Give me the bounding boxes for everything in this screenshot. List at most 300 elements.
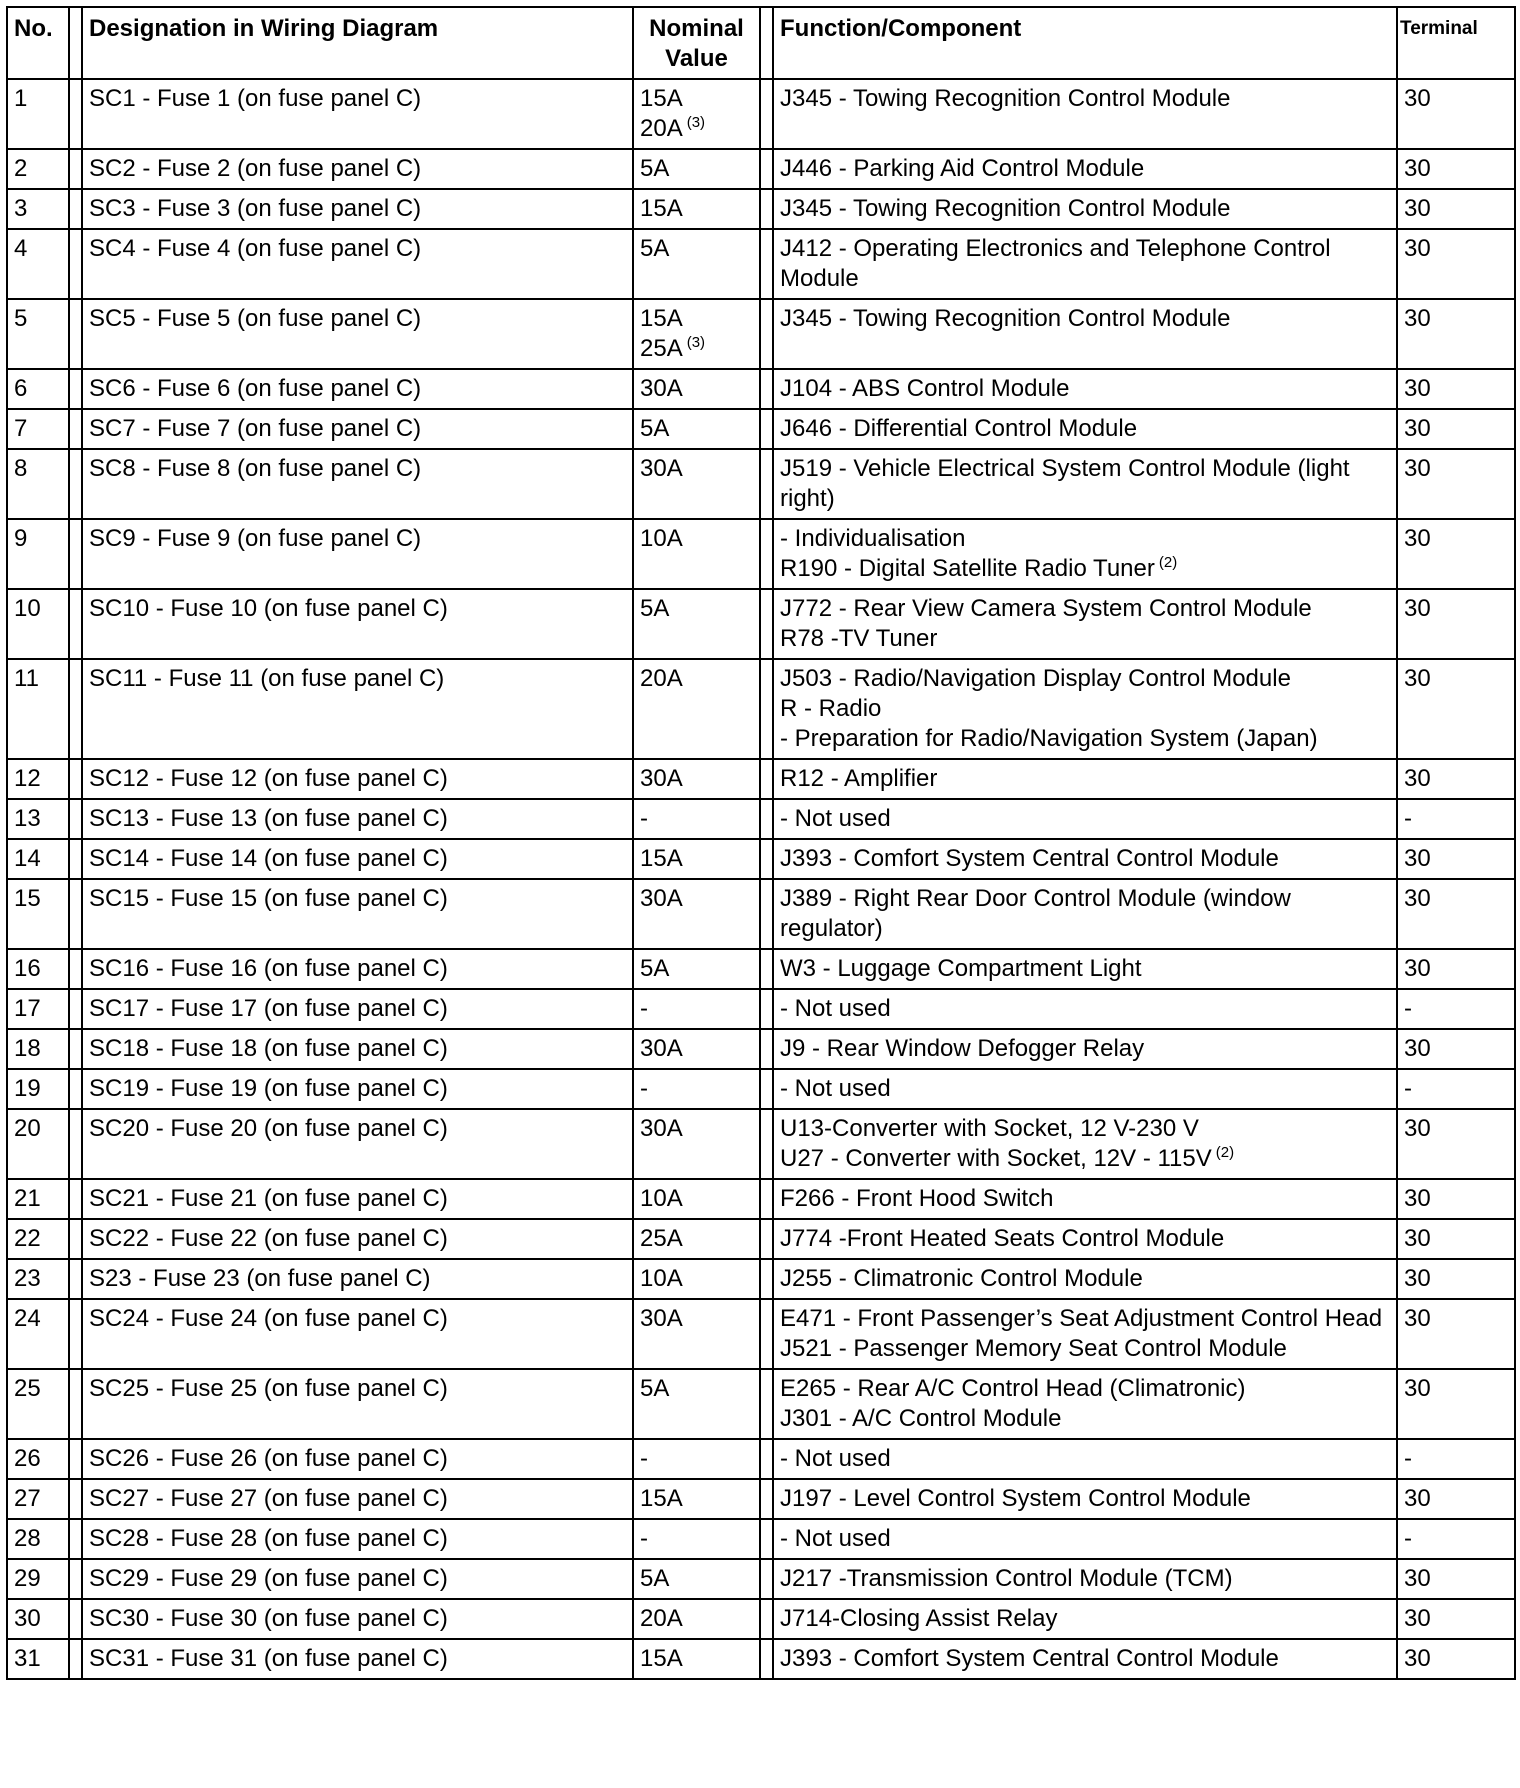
function-cell — [773, 409, 1397, 449]
terminal-cell: 30 — [1397, 949, 1515, 989]
function-cell — [773, 149, 1397, 189]
function-line — [780, 1374, 1390, 1404]
function-cell — [773, 879, 1397, 949]
row-gap — [760, 149, 773, 189]
row-gap — [69, 949, 82, 989]
footnote-marker: (3) — [686, 114, 706, 131]
nominal-value-cell — [633, 1109, 760, 1179]
function-line — [780, 1184, 1390, 1214]
nominal-value-line-text: 30A — [640, 885, 683, 912]
nominal-value-line — [640, 954, 753, 984]
function-line — [780, 1074, 1390, 1104]
row-gap — [69, 799, 82, 839]
terminal-cell: - — [1397, 1519, 1515, 1559]
designation-cell: SC7 - Fuse 7 (on fuse panel C) — [82, 409, 633, 449]
function-cell — [773, 1219, 1397, 1259]
function-line-text: J774 -Front Heated Seats Control Module — [780, 1225, 1225, 1252]
terminal-cell: 30 — [1397, 1369, 1515, 1439]
function-line — [780, 1224, 1390, 1254]
nominal-value-line — [640, 334, 753, 364]
function-line-text: J714-Closing Assist Relay — [780, 1605, 1058, 1632]
function-line — [780, 1644, 1390, 1674]
designation-cell: SC1 - Fuse 1 (on fuse panel C) — [82, 79, 633, 149]
table-row — [7, 759, 1515, 799]
function-line-text: E471 - Front Passenger’s Seat Adjustment Control Head — [780, 1305, 1383, 1332]
table-row — [7, 1369, 1515, 1439]
designation-cell: SC4 - Fuse 4 (on fuse panel C) — [82, 229, 633, 299]
function-cell — [773, 449, 1397, 519]
nominal-value-line-text: 25A — [640, 1225, 683, 1252]
designation-cell: SC14 - Fuse 14 (on fuse panel C) — [82, 839, 633, 879]
row-gap — [760, 1069, 773, 1109]
terminal-cell: 30 — [1397, 659, 1515, 759]
nominal-value-line — [640, 84, 753, 114]
function-line-text: R12 - Amplifier — [780, 765, 938, 792]
nominal-value-cell — [633, 1029, 760, 1069]
nominal-value-line-text: 20A — [640, 665, 683, 692]
row-gap — [760, 1179, 773, 1219]
nominal-value-cell — [633, 1369, 760, 1439]
terminal-cell: 30 — [1397, 149, 1515, 189]
row-number: 22 — [7, 1219, 69, 1259]
nominal-value-cell — [633, 1479, 760, 1519]
nominal-value-cell — [633, 1599, 760, 1639]
function-line-text: J345 - Towing Recognition Control Module — [780, 305, 1231, 332]
function-cell — [773, 989, 1397, 1029]
row-number: 18 — [7, 1029, 69, 1069]
function-line-text: J519 - Vehicle Electrical System Control Module (light right) — [780, 455, 1350, 512]
terminal-cell: 30 — [1397, 589, 1515, 659]
designation-cell: SC18 - Fuse 18 (on fuse panel C) — [82, 1029, 633, 1069]
row-gap — [760, 799, 773, 839]
terminal-cell: - — [1397, 799, 1515, 839]
function-line — [780, 1444, 1390, 1474]
nominal-value-line-text: 5A — [640, 595, 670, 622]
row-gap — [760, 1479, 773, 1519]
fuse-table — [6, 6, 1516, 1680]
nominal-value-line-text: 10A — [640, 1265, 683, 1292]
table-body — [7, 79, 1515, 1679]
row-number: 28 — [7, 1519, 69, 1559]
function-line — [780, 954, 1390, 984]
function-cell — [773, 1599, 1397, 1639]
function-line — [780, 304, 1390, 334]
function-line — [780, 374, 1390, 404]
row-number: 31 — [7, 1639, 69, 1679]
table-row — [7, 1179, 1515, 1219]
nominal-value-line — [640, 304, 753, 334]
designation-cell: SC21 - Fuse 21 (on fuse panel C) — [82, 1179, 633, 1219]
function-line — [780, 594, 1390, 624]
header-no: No. — [7, 7, 69, 79]
designation-cell: SC12 - Fuse 12 (on fuse panel C) — [82, 759, 633, 799]
table-row — [7, 1109, 1515, 1179]
nominal-value-line-text: 30A — [640, 1035, 683, 1062]
function-line-text: - Not used — [780, 995, 891, 1022]
header-designation: Designation in Wiring Diagram — [82, 7, 633, 79]
row-gap — [760, 949, 773, 989]
row-gap — [69, 839, 82, 879]
function-cell — [773, 79, 1397, 149]
nominal-value-line — [640, 1224, 753, 1254]
footnote-marker: (2) — [1158, 554, 1178, 571]
row-number: 8 — [7, 449, 69, 519]
function-cell — [773, 949, 1397, 989]
terminal-cell: - — [1397, 1069, 1515, 1109]
function-line-text: R78 -TV Tuner — [780, 625, 938, 652]
function-line — [780, 1564, 1390, 1594]
row-gap — [760, 1559, 773, 1599]
function-cell — [773, 1179, 1397, 1219]
row-gap — [69, 659, 82, 759]
function-line-text: J9 - Rear Window Defogger Relay — [780, 1035, 1145, 1062]
table-row — [7, 659, 1515, 759]
nominal-value-line-text: 10A — [640, 1185, 683, 1212]
nominal-value-line — [640, 454, 753, 484]
function-line — [780, 194, 1390, 224]
function-line — [780, 154, 1390, 184]
function-cell — [773, 799, 1397, 839]
row-gap — [69, 299, 82, 369]
function-cell — [773, 1639, 1397, 1679]
designation-cell: SC28 - Fuse 28 (on fuse panel C) — [82, 1519, 633, 1559]
row-gap — [760, 299, 773, 369]
function-line — [780, 414, 1390, 444]
designation-cell: SC9 - Fuse 9 (on fuse panel C) — [82, 519, 633, 589]
function-line-text: J197 - Level Control System Control Module — [780, 1485, 1251, 1512]
function-line-text: J301 - A/C Control Module — [780, 1405, 1062, 1432]
header-function: Function/Component — [773, 7, 1397, 79]
nominal-value-cell — [633, 299, 760, 369]
function-line-text: J521 - Passenger Memory Seat Control Module — [780, 1335, 1287, 1362]
row-number: 1 — [7, 79, 69, 149]
row-number: 23 — [7, 1259, 69, 1299]
nominal-value-cell — [633, 1519, 760, 1559]
function-line — [780, 994, 1390, 1024]
row-gap — [69, 1599, 82, 1639]
row-gap — [69, 369, 82, 409]
function-line-text: J393 - Comfort System Central Control Module — [780, 1645, 1279, 1672]
row-gap — [69, 1029, 82, 1069]
row-gap — [69, 1219, 82, 1259]
function-line-text: - Individualisation — [780, 525, 966, 552]
table-row — [7, 1069, 1515, 1109]
nominal-value-cell — [633, 229, 760, 299]
function-line-text: - Not used — [780, 805, 891, 832]
table-row — [7, 1259, 1515, 1299]
row-number: 5 — [7, 299, 69, 369]
row-number: 14 — [7, 839, 69, 879]
row-number: 9 — [7, 519, 69, 589]
row-number: 30 — [7, 1599, 69, 1639]
function-line-text: J255 - Climatronic Control Module — [780, 1265, 1143, 1292]
row-gap — [760, 989, 773, 1029]
row-gap — [760, 1639, 773, 1679]
function-line — [780, 554, 1390, 584]
function-line-text: J503 - Radio/Navigation Display Control Module — [780, 665, 1291, 692]
table-row — [7, 1519, 1515, 1559]
row-number: 6 — [7, 369, 69, 409]
row-gap — [69, 79, 82, 149]
row-gap — [69, 759, 82, 799]
table-row — [7, 409, 1515, 449]
table-row — [7, 1479, 1515, 1519]
table-row — [7, 449, 1515, 519]
function-line — [780, 804, 1390, 834]
function-cell — [773, 1109, 1397, 1179]
nominal-value-line — [640, 524, 753, 554]
terminal-cell: 30 — [1397, 839, 1515, 879]
function-line-text: F266 - Front Hood Switch — [780, 1185, 1054, 1212]
designation-cell: SC11 - Fuse 11 (on fuse panel C) — [82, 659, 633, 759]
function-cell — [773, 1439, 1397, 1479]
row-number: 29 — [7, 1559, 69, 1599]
function-cell — [773, 589, 1397, 659]
row-gap — [760, 1219, 773, 1259]
nominal-value-cell — [633, 79, 760, 149]
nominal-value-line — [640, 1304, 753, 1334]
nominal-value-line-text: - — [640, 995, 648, 1022]
function-line-text: J772 - Rear View Camera System Control Module — [780, 595, 1312, 622]
terminal-cell: 30 — [1397, 1219, 1515, 1259]
function-cell — [773, 189, 1397, 229]
nominal-value-line-text: 15A — [640, 1485, 683, 1512]
nominal-value-cell — [633, 1299, 760, 1369]
function-cell — [773, 1259, 1397, 1299]
nominal-value-cell — [633, 879, 760, 949]
function-cell — [773, 759, 1397, 799]
row-number: 13 — [7, 799, 69, 839]
function-cell — [773, 369, 1397, 409]
designation-cell: SC30 - Fuse 30 (on fuse panel C) — [82, 1599, 633, 1639]
function-line-text: J446 - Parking Aid Control Module — [780, 155, 1145, 182]
nominal-value-line — [640, 1114, 753, 1144]
nominal-value-line-text: 15A — [640, 305, 683, 332]
terminal-cell: 30 — [1397, 759, 1515, 799]
row-gap — [69, 519, 82, 589]
terminal-cell: 30 — [1397, 1299, 1515, 1369]
nominal-value-line — [640, 1524, 753, 1554]
table-row — [7, 229, 1515, 299]
row-number: 20 — [7, 1109, 69, 1179]
row-gap — [760, 229, 773, 299]
nominal-value-line-text: - — [640, 1075, 648, 1102]
nominal-value-line-text: 30A — [640, 375, 683, 402]
nominal-value-line — [640, 844, 753, 874]
terminal-cell: 30 — [1397, 1029, 1515, 1069]
nominal-value-line — [640, 374, 753, 404]
header-gap — [760, 7, 773, 79]
table-row — [7, 799, 1515, 839]
terminal-cell: 30 — [1397, 1639, 1515, 1679]
function-line — [780, 1264, 1390, 1294]
nominal-value-cell — [633, 1179, 760, 1219]
designation-cell: SC2 - Fuse 2 (on fuse panel C) — [82, 149, 633, 189]
terminal-cell: 30 — [1397, 369, 1515, 409]
function-line — [780, 664, 1390, 694]
nominal-value-line-text: - — [640, 805, 648, 832]
designation-cell: SC13 - Fuse 13 (on fuse panel C) — [82, 799, 633, 839]
designation-cell: SC20 - Fuse 20 (on fuse panel C) — [82, 1109, 633, 1179]
nominal-value-line — [640, 1644, 753, 1674]
footnote-marker: (2) — [1215, 1144, 1235, 1161]
header-row — [7, 7, 1515, 79]
nominal-value-line — [640, 1074, 753, 1104]
function-line-text: - Not used — [780, 1445, 891, 1472]
nominal-value-line-text: 30A — [640, 1115, 683, 1142]
row-gap — [69, 1259, 82, 1299]
row-gap — [69, 229, 82, 299]
function-line-text: J345 - Towing Recognition Control Module — [780, 195, 1231, 222]
nominal-value-line — [640, 1184, 753, 1214]
terminal-cell: - — [1397, 989, 1515, 1029]
nominal-value-cell — [633, 659, 760, 759]
function-line-text: J345 - Towing Recognition Control Module — [780, 85, 1231, 112]
function-cell — [773, 839, 1397, 879]
nominal-value-cell — [633, 149, 760, 189]
designation-cell: SC17 - Fuse 17 (on fuse panel C) — [82, 989, 633, 1029]
nominal-value-line-text: 25A — [640, 335, 683, 362]
row-gap — [760, 79, 773, 149]
table-row — [7, 189, 1515, 229]
table-row — [7, 1439, 1515, 1479]
nominal-value-line — [640, 764, 753, 794]
row-gap — [69, 1369, 82, 1439]
row-gap — [69, 149, 82, 189]
row-gap — [760, 519, 773, 589]
nominal-value-line — [640, 114, 753, 144]
row-number: 25 — [7, 1369, 69, 1439]
function-line — [780, 1034, 1390, 1064]
nominal-value-line — [640, 994, 753, 1024]
designation-cell: SC19 - Fuse 19 (on fuse panel C) — [82, 1069, 633, 1109]
row-gap — [760, 1259, 773, 1299]
row-number: 27 — [7, 1479, 69, 1519]
table-row — [7, 1639, 1515, 1679]
function-line — [780, 454, 1390, 514]
designation-cell: SC31 - Fuse 31 (on fuse panel C) — [82, 1639, 633, 1679]
nominal-value-line-text: 5A — [640, 955, 670, 982]
function-cell — [773, 659, 1397, 759]
table-row — [7, 79, 1515, 149]
row-gap — [69, 589, 82, 659]
table-row — [7, 1559, 1515, 1599]
terminal-cell: 30 — [1397, 1259, 1515, 1299]
function-line-text: E265 - Rear A/C Control Head (Climatronic) — [780, 1375, 1246, 1402]
terminal-cell: 30 — [1397, 1559, 1515, 1599]
function-line — [780, 1404, 1390, 1434]
nominal-value-line — [640, 594, 753, 624]
nominal-value-line-text: - — [640, 1525, 648, 1552]
table-row — [7, 369, 1515, 409]
row-gap — [69, 1109, 82, 1179]
nominal-value-line — [640, 234, 753, 264]
nominal-value-cell — [633, 519, 760, 589]
nominal-value-line-text: 30A — [640, 1305, 683, 1332]
row-gap — [69, 989, 82, 1029]
table-row — [7, 1299, 1515, 1369]
nominal-value-line — [640, 804, 753, 834]
row-gap — [69, 1519, 82, 1559]
nominal-value-line — [640, 1484, 753, 1514]
designation-cell: SC6 - Fuse 6 (on fuse panel C) — [82, 369, 633, 409]
designation-cell: SC29 - Fuse 29 (on fuse panel C) — [82, 1559, 633, 1599]
nominal-value-line-text: - — [640, 1445, 648, 1472]
function-line — [780, 724, 1390, 754]
function-line — [780, 1484, 1390, 1514]
nominal-value-line — [640, 194, 753, 224]
nominal-value-cell — [633, 409, 760, 449]
row-gap — [69, 1439, 82, 1479]
function-line — [780, 1334, 1390, 1364]
function-line-text: - Not used — [780, 1525, 891, 1552]
row-number: 26 — [7, 1439, 69, 1479]
nominal-value-line-text: 5A — [640, 1375, 670, 1402]
function-line-text: J412 - Operating Electronics and Telephone Control Module — [780, 235, 1331, 292]
header-terminal: Terminal — [1397, 7, 1515, 79]
function-line — [780, 1144, 1390, 1174]
designation-cell: SC25 - Fuse 25 (on fuse panel C) — [82, 1369, 633, 1439]
function-line-text: J393 - Comfort System Central Control Module — [780, 845, 1279, 872]
function-line — [780, 844, 1390, 874]
nominal-value-line-text: 20A — [640, 115, 683, 142]
row-number: 4 — [7, 229, 69, 299]
row-gap — [760, 409, 773, 449]
row-gap — [69, 1559, 82, 1599]
nominal-value-cell — [633, 589, 760, 659]
nominal-value-line-text: 15A — [640, 845, 683, 872]
terminal-cell: 30 — [1397, 449, 1515, 519]
row-gap — [760, 369, 773, 409]
row-number: 11 — [7, 659, 69, 759]
function-line — [780, 884, 1390, 944]
nominal-value-line — [640, 1264, 753, 1294]
row-gap — [760, 1439, 773, 1479]
row-number: 19 — [7, 1069, 69, 1109]
row-number: 7 — [7, 409, 69, 449]
nominal-value-line-text: 30A — [640, 455, 683, 482]
header-gap — [69, 7, 82, 79]
function-line — [780, 694, 1390, 724]
designation-cell: SC24 - Fuse 24 (on fuse panel C) — [82, 1299, 633, 1369]
function-line-text: W3 - Luggage Compartment Light — [780, 955, 1142, 982]
function-cell — [773, 519, 1397, 589]
function-line-text: - Preparation for Radio/Navigation System (Japan) — [780, 725, 1318, 752]
row-gap — [69, 1479, 82, 1519]
terminal-cell: 30 — [1397, 879, 1515, 949]
function-line-text: J104 - ABS Control Module — [780, 375, 1070, 402]
table-row — [7, 299, 1515, 369]
function-cell — [773, 1369, 1397, 1439]
nominal-value-line — [640, 414, 753, 444]
header-nominal-value: Nominal Value — [633, 7, 760, 79]
row-gap — [760, 1519, 773, 1559]
nominal-value-line-text: 30A — [640, 765, 683, 792]
nominal-value-cell — [633, 839, 760, 879]
function-line — [780, 84, 1390, 114]
nominal-value-cell — [633, 1259, 760, 1299]
row-gap — [69, 1069, 82, 1109]
terminal-cell: 30 — [1397, 1479, 1515, 1519]
terminal-cell: 30 — [1397, 1599, 1515, 1639]
function-line-text: J646 - Differential Control Module — [780, 415, 1138, 442]
function-cell — [773, 1299, 1397, 1369]
terminal-cell: 30 — [1397, 1109, 1515, 1179]
nominal-value-line — [640, 1564, 753, 1594]
row-gap — [760, 1299, 773, 1369]
row-gap — [760, 659, 773, 759]
terminal-cell: - — [1397, 1439, 1515, 1479]
